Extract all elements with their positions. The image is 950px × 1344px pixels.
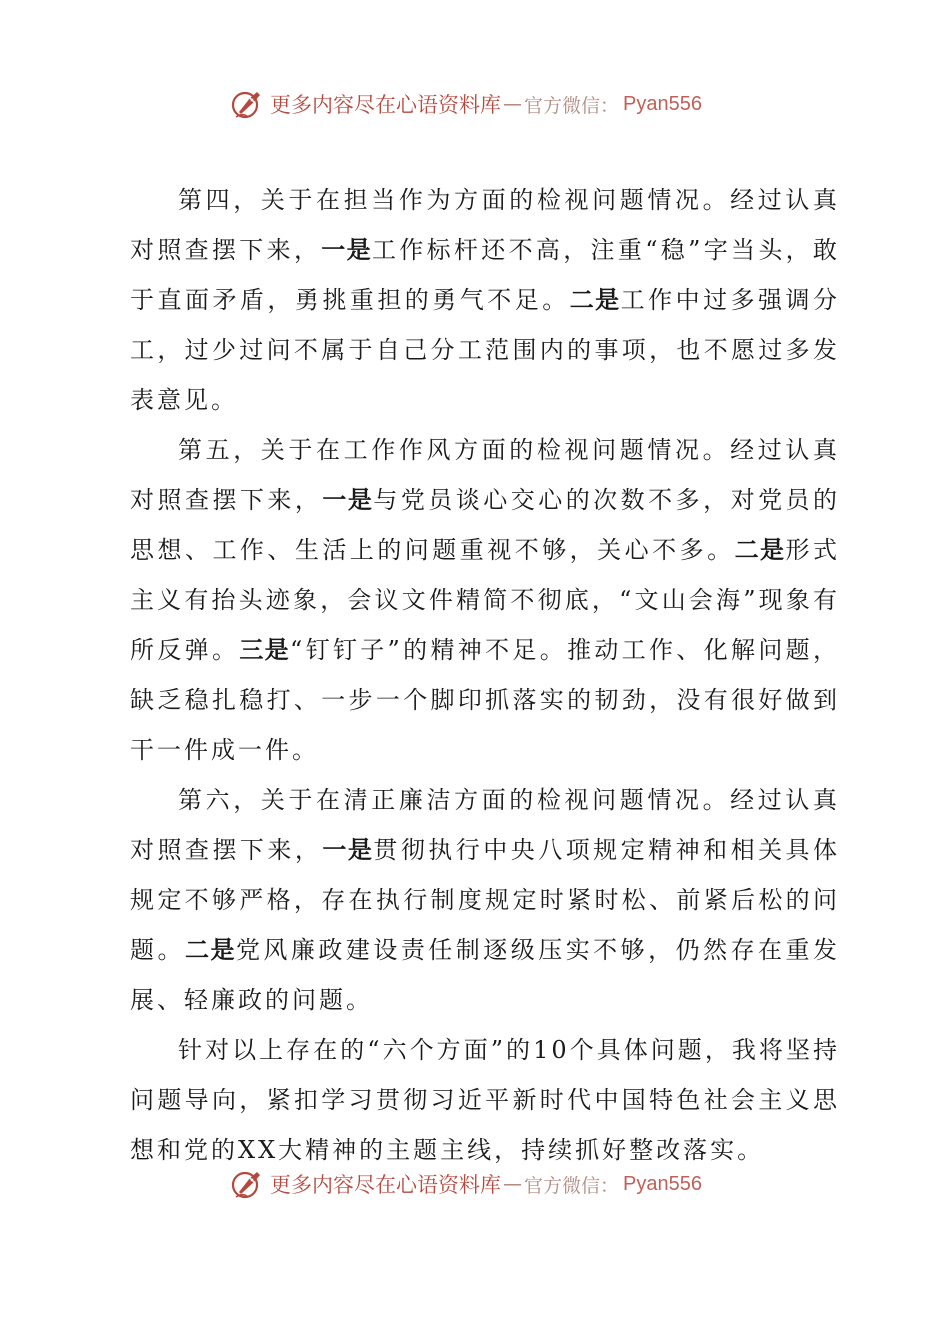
text-run: 工作中过多强调分工，过少过问不属于自己分工范围内的事项，也不愿过多发表意见。 (130, 286, 841, 414)
paragraph (130, 425, 840, 775)
wechat-id: Pyan556 (623, 92, 702, 115)
text-run: 第六，关于在清正廉洁方面的检视问题情况。经过认真对照查摆下来， (130, 786, 840, 864)
footer-watermark-banner (230, 1164, 702, 1204)
promo-text: 更多内容尽在心语资料库 (270, 1173, 501, 1197)
bold-marker: 二是 (734, 536, 786, 564)
promo-text: 更多内容尽在心语资料库 (270, 93, 501, 117)
bold-marker: 二是 (569, 286, 621, 314)
bold-marker: 三是 (239, 636, 290, 664)
text-run: 工作标杆还不高，注重“稳”字当头，敢于直面矛盾，勇挑重担的勇气不足。 (130, 236, 841, 314)
fountain-pen-logo-icon (230, 1166, 266, 1202)
official-wechat-label: 官方微信： (524, 94, 620, 117)
bold-marker: 一是 (321, 236, 372, 264)
text-run: 第四，关于在担当作为方面的检视问题情况。经过认真对照查摆下来， (130, 186, 840, 264)
text-run: 针对以上存在的“六个方面”的10个具体问题，我将坚持问题导向，紧扣学习贯彻习近平新时代中国特色社会主义思想和党的XX大精神的主题主线，持续抓好整改落实。 (130, 1036, 840, 1164)
bold-marker: 一是 (322, 836, 374, 864)
text-run: 贯彻执行中央八项规定精神和相关具体规定不够严格，存在执行制度规定时紧时松、前紧后松的问题。 (130, 836, 841, 964)
text-run: 第五，关于在工作作风方面的检视问题情况。经过认真对照查摆下来， (130, 436, 840, 514)
wechat-id: Pyan556 (623, 1172, 702, 1195)
paragraph (130, 175, 840, 425)
official-wechat-label: 官方微信： (524, 1174, 620, 1197)
promo-dash: — (503, 93, 522, 115)
bold-marker: 一是 (322, 486, 374, 514)
text-run: 与党员谈心交心的次数不多，对党员的思想、工作、生活上的问题重视不够，关心不多。 (130, 486, 841, 564)
header-watermark-banner (230, 84, 702, 124)
text-run: 党风廉政建设责任制逐级压实不够，仍然存在重发展、轻廉政的问题。 (130, 936, 841, 1014)
bold-marker: 二是 (184, 936, 236, 964)
text-run: “钉钉子”的精神不足。推动工作、化解问题，缺乏稳扎稳打、一步一个脚印抓落实的韧劲，没有很好做到干一件成一件。 (130, 636, 841, 764)
document-body (130, 175, 840, 1175)
text-run: 形式主义有抬头迹象，会议文件精简不彻底，“文山会海”现象有所反弹。 (130, 536, 841, 664)
fountain-pen-logo-icon (230, 86, 266, 122)
paragraph (130, 775, 840, 1025)
paragraph (130, 1025, 840, 1175)
promo-dash: — (503, 1173, 522, 1195)
